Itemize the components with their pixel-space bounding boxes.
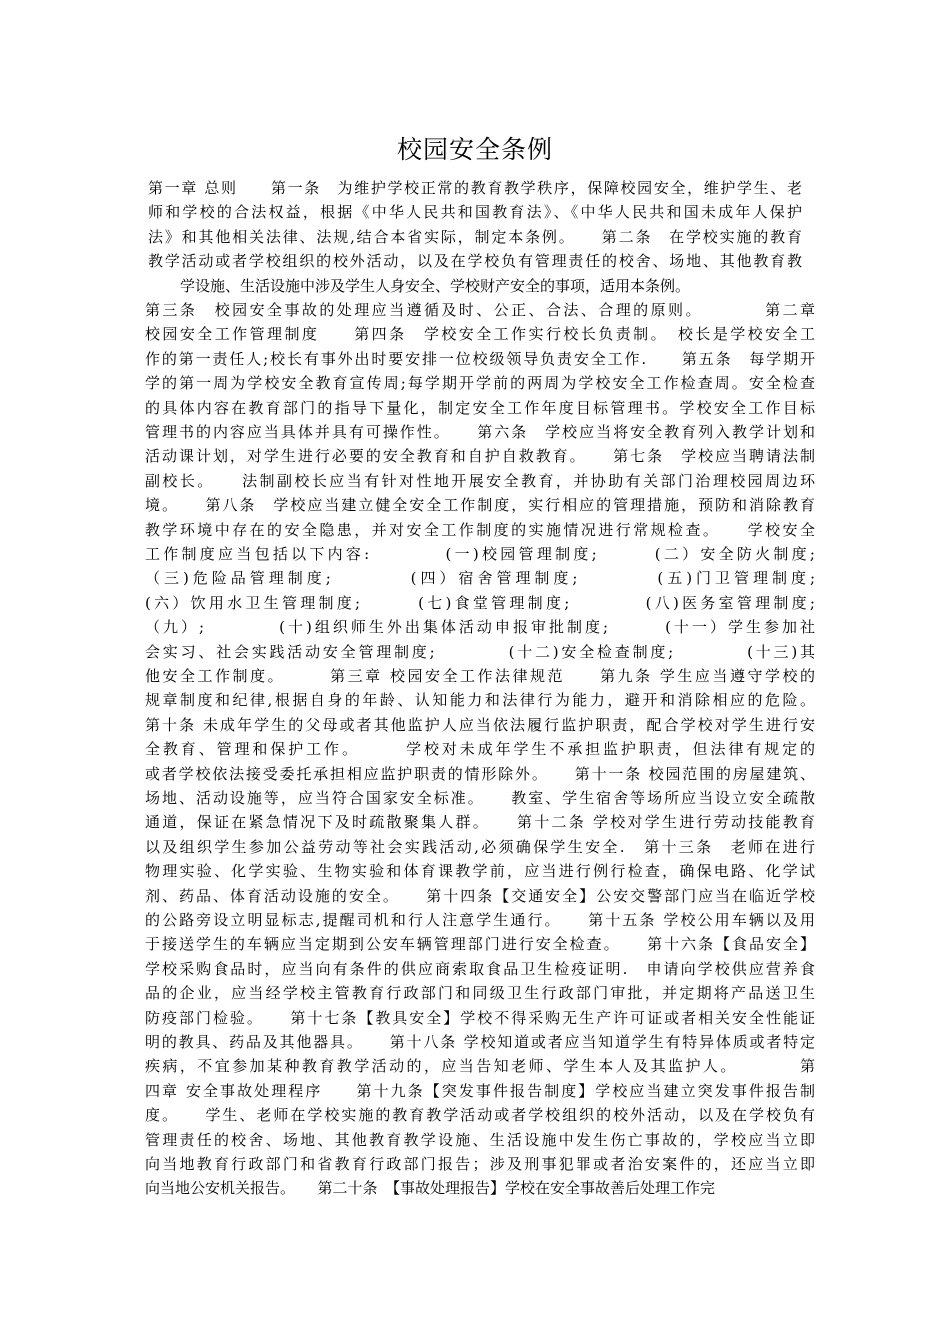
- body-line: 品的企业，应当经学校主管教育行政部门和同级卫生行政部门审批，并定期将产品送卫生: [145, 984, 815, 1003]
- body-line: 四章 安全事故处理程序 第十九条【突发事件报告制度】学校应当建立突发事件报告制: [145, 1081, 815, 1100]
- body-line: 学的第一周为学校安全教育宣传周;每学期开学前的两周为学校安全工作检查周。安全检查: [145, 374, 815, 393]
- body-line: （三)危险品管理制度; (四）宿舍管理制度; (五)门卫管理制度;: [145, 569, 815, 588]
- body-line: 度。 学生、老师在学校实施的教育教学活动或者学校组织的校外活动，以及在学校负有: [145, 1106, 815, 1125]
- body-line: 明的教具、药品及其他器具。 第十八条 学校知道或者应当知道学生有特异体质或者特定: [145, 1033, 815, 1051]
- body-line: 全教育、管理和保护工作。 学校对未成年学生不承担监护职责，但法律有规定的: [145, 740, 815, 759]
- body-line: 法》和其他相关法律、法规,结合本省实际，制定本条例。 第二条 在学校实施的教育: [148, 227, 802, 246]
- body-line: 副校长。 法制副校长应当有针对性地开展安全教育，并协助有关部门治理校园周边环: [145, 471, 815, 490]
- body-line: 的具体内容在教育部门的指导下量化，制定安全工作年度目标管理书。学校安全工作目标: [145, 398, 815, 417]
- body-line: 第十条 未成年学生的父母或者其他监护人应当依法履行监护职责，配合学校对学生进行安: [145, 715, 815, 734]
- body-line: 规章制度和纪律,根据自身的年龄、认知能力和法律行为能力，避开和消除相应的危险。: [145, 691, 815, 710]
- body-line: 境。 第八条 学校应当建立健全安全工作制度，实行相应的管理措施，预防和消除教育: [145, 496, 815, 515]
- body-line: 学校采购食品时，应当向有条件的供应商索取食品卫生检疫证明. 申请向学校供应营养食: [145, 959, 815, 978]
- body-line: 的公路旁设立明显标志,提醒司机和行人注意学生通行。 第十五条 学校公用车辆以及用: [145, 911, 815, 929]
- body-line: 疾病，不宜参加某种教育教学活动的，应当告知老师、学生本人及其监护人。 第: [145, 1057, 815, 1076]
- body-line: 管理责任的校舍、场地、其他教育教学设施、生活设施中发生伤亡事故的，学校应当立即: [145, 1130, 815, 1149]
- body-line: 第一章 总则 第一条 为维护学校正常的教育教学秩序，保障校园安全，维护学生、老: [148, 179, 802, 197]
- body-line: 校园安全工作管理制度 第四条 学校安全工作实行校长负责制。 校长是学校安全工: [145, 325, 815, 344]
- body-line: 或者学校依法接受委托承担相应监护职责的情形除外。 第十一条 校园范围的房屋建筑、: [145, 764, 815, 783]
- body-line: 剂、药品、体育活动设施的安全。 第十四条【交通安全】公安交警部门应当在临近学校: [145, 886, 815, 905]
- body-line: (六）饮用水卫生管理制度; (七)食堂管理制度; (八)医务室管理制度;: [145, 593, 815, 612]
- body-line: （九）; (十)组织师生外出集体活动申报审批制度; (十一）学生参加社: [145, 618, 815, 637]
- body-line: 他安全工作制度。 第三章 校园安全工作法律规范 第九条 学生应当遵守学校的: [145, 667, 815, 685]
- body-line: 以及组织学生参加公益劳动等社会实践活动,必须确保学生安全. 第十三条 老师在进行: [145, 837, 815, 856]
- body-line: 学设施、生活设施中涉及学生人身安全、学校财产安全的事项，适用本条例。: [180, 276, 691, 295]
- body-line: 会实习、社会实践活动安全管理制度; (十二)安全检查制度; (十三)其: [145, 642, 815, 661]
- body-line: 教学活动或者学校组织的校外活动，以及在学校负有管理责任的校舍、场地、其他教育教: [148, 252, 802, 271]
- body-line: 通道，保证在紧急情况下及时疏散聚集人群。 第十二条 学校对学生进行劳动技能教育: [145, 813, 815, 832]
- body-line: 第三条 校园安全事故的处理应当遵循及时、公正、合法、合理的原则。 第二章: [145, 301, 815, 319]
- body-line: 师和学校的合法权益，根据《中华人民共和国教育法》、《中华人民共和国未成年人保护: [148, 203, 802, 222]
- body-line: 物理实验、化学实验、生物实验和体育课教学前，应当进行例行检查，确保电路、化学试: [145, 862, 815, 881]
- body-line: 向当地教育行政部门和省教育行政部门报告；涉及刑事犯罪或者治安案件的，还应当立即: [145, 1155, 815, 1173]
- document-title: 校园安全条例: [396, 135, 553, 164]
- body-line: 向当地公安机关报告。 第二十条 【事故处理报告】学校在安全事故善后处理工作完: [145, 1179, 716, 1198]
- body-line: 防疫部门检验。 第十七条【教具安全】学校不得采购无生产许可证或者相关安全性能证: [145, 1008, 815, 1027]
- body-line: 作的第一责任人;校长有事外出时要安排一位校级领导负责安全工作. 第五条 每学期开: [145, 349, 815, 368]
- body-line: 工作制度应当包括以下内容: (一)校园管理制度; (二）安全防火制度;: [145, 545, 815, 563]
- body-line: 场地、活动设施等，应当符合国家安全标准。 教室、学生宿舍等场所应当设立安全疏散: [145, 789, 815, 807]
- body-line: 教学环境中存在的安全隐患，并对安全工作制度的实施情况进行常规检查。 学校安全: [145, 520, 815, 539]
- body-line: 于接送学生的车辆应当定期到公安车辆管理部门进行安全检查。 第十六条【食品安全】: [145, 935, 815, 954]
- body-line: 管理书的内容应当具体并具有可操作性。 第六条 学校应当将安全教育列入教学计划和: [145, 423, 815, 441]
- body-line: 活动课计划，对学生进行必要的安全教育和自护自救教育。 第七条 学校应当聘请法制: [145, 447, 815, 466]
